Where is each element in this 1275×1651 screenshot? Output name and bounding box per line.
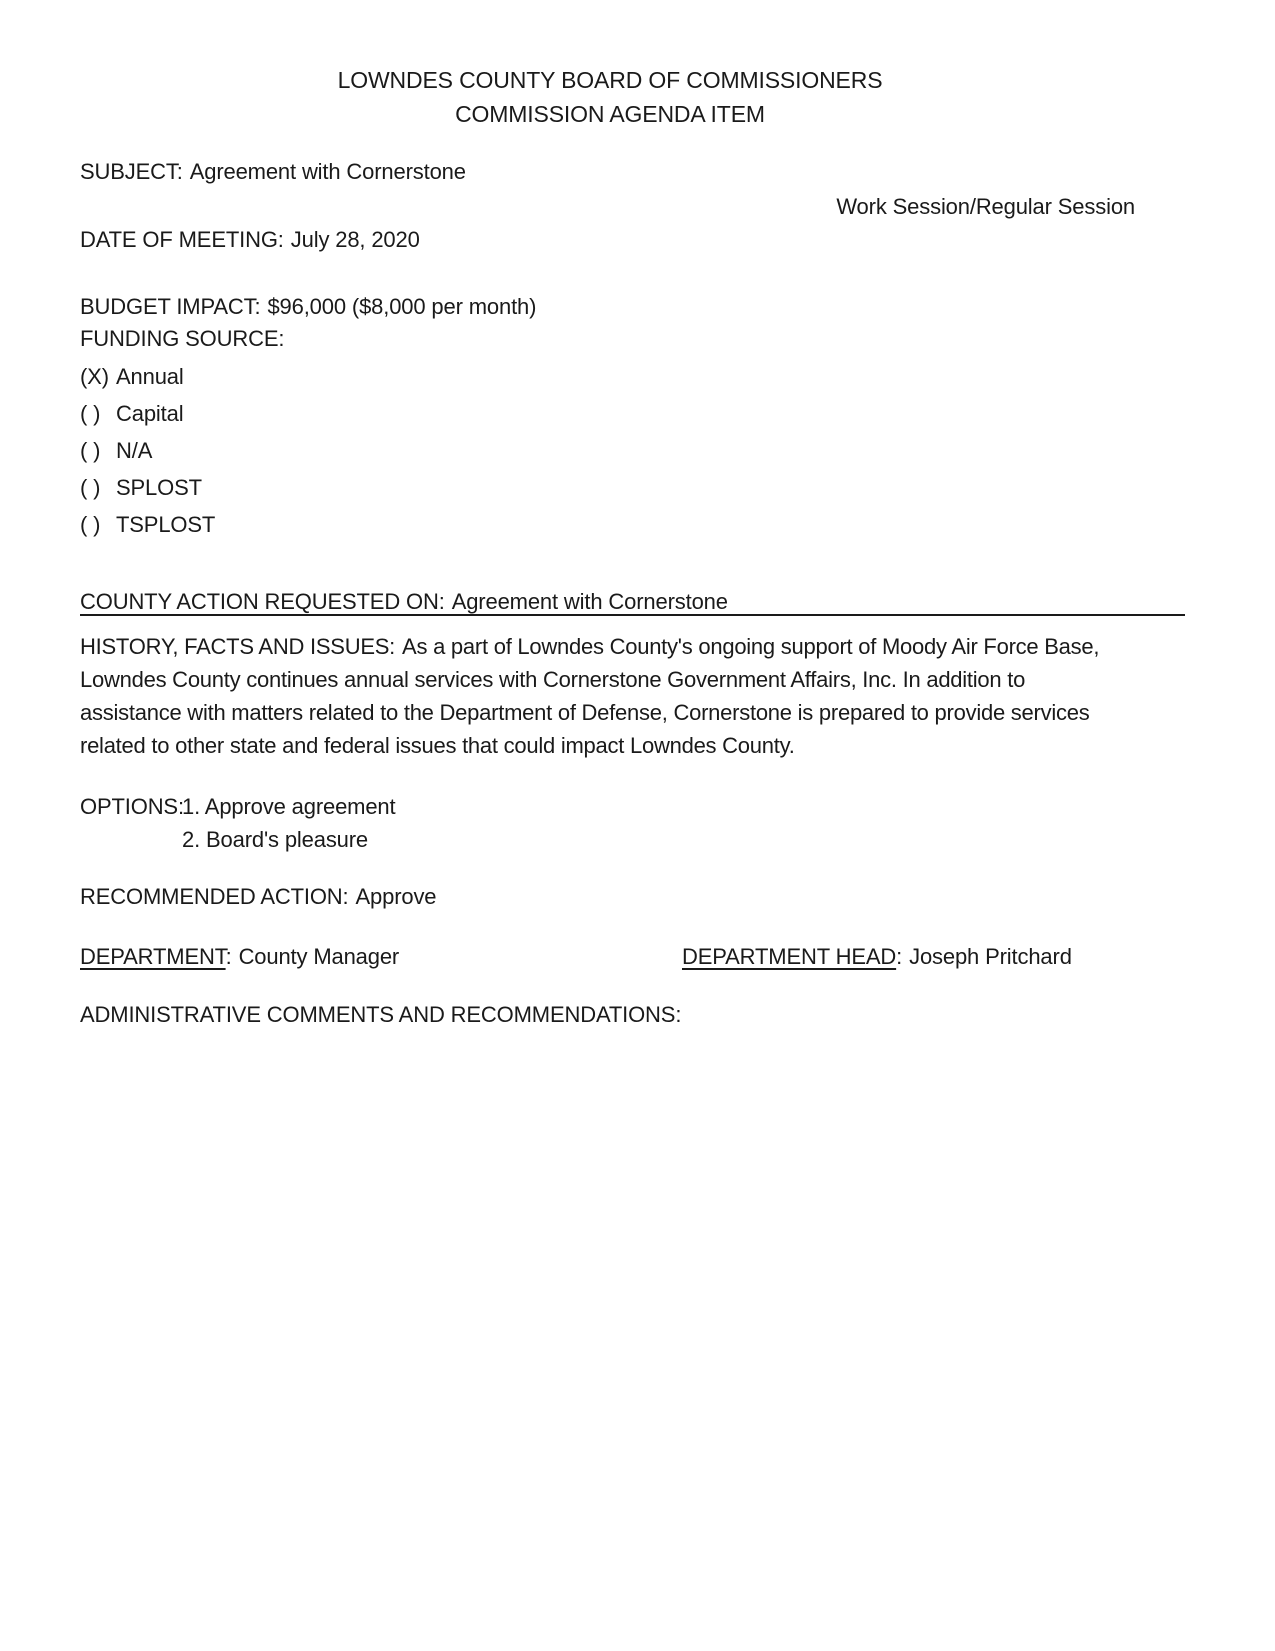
county-action-value: Agreement with Cornerstone	[451, 589, 728, 614]
budget-impact-value: $96,000 ($8,000 per month)	[267, 294, 537, 319]
funding-option-na	[80, 434, 152, 467]
department-label: DEPARTMENT	[80, 944, 226, 969]
session-type: Work Session/Regular Session	[836, 194, 1135, 219]
department-colon: :	[225, 944, 232, 969]
option-item-2: 2. Board's pleasure	[182, 827, 369, 852]
funding-source-label: FUNDING SOURCE:	[80, 326, 285, 351]
section-divider	[80, 614, 1185, 616]
option-item-1: 1. Approve agreement	[182, 794, 396, 819]
funding-option-tsplost	[80, 508, 215, 541]
recommended-action-label: RECOMMENDED ACTION:	[80, 884, 349, 909]
funding-option-label: TSPLOST	[116, 512, 216, 537]
options-label: OPTIONS:	[80, 794, 184, 819]
document-header	[80, 63, 1140, 131]
board-title: LOWNDES COUNTY BOARD OF COMMISSIONERS	[337, 67, 883, 93]
department-line	[80, 940, 399, 973]
subject-value: Agreement with Cornerstone	[189, 159, 466, 184]
department-value: County Manager	[238, 944, 400, 969]
meeting-date-value: July 28, 2020	[290, 227, 420, 252]
county-action-label: COUNTY ACTION REQUESTED ON:	[80, 589, 445, 614]
agenda-item-title: COMMISSION AGENDA ITEM	[455, 101, 765, 127]
funding-option-label: Capital	[116, 401, 184, 426]
history-paragraph	[80, 630, 1200, 762]
funding-option-splost	[80, 471, 202, 504]
history-line: Lowndes County continues annual services with Cornerstone Government Affairs, Inc. In addition to	[80, 667, 1026, 692]
checkbox-mark: ( )	[80, 475, 101, 500]
checkbox-mark-checked: (X)	[80, 364, 109, 389]
department-head-line	[682, 940, 1072, 973]
history-line: assistance with matters related to the Department of Defense, Cornerstone is prepared to provide services	[80, 700, 1090, 725]
department-head-label: DEPARTMENT HEAD	[682, 944, 897, 969]
recommended-action-value: Approve	[355, 884, 437, 909]
funding-option-label: Annual	[116, 364, 184, 389]
budget-impact-label: BUDGET IMPACT:	[80, 294, 261, 319]
admin-comments-label: ADMINISTRATIVE COMMENTS AND RECOMMENDATIONS:	[80, 1002, 682, 1027]
history-line	[80, 630, 1200, 663]
funding-option-label: SPLOST	[116, 475, 202, 500]
checkbox-mark: ( )	[80, 401, 101, 426]
department-head-colon: :	[896, 944, 903, 969]
checkbox-mark: ( )	[80, 438, 101, 463]
funding-option-annual	[80, 360, 184, 393]
subject-line	[80, 155, 466, 188]
funding-option-capital	[80, 397, 183, 430]
history-label: HISTORY, FACTS AND ISSUES:	[80, 634, 396, 659]
budget-impact-line	[80, 290, 536, 323]
meeting-date-line	[80, 223, 420, 256]
history-text: As a part of Lowndes County's ongoing support of Moody Air Force Base,	[402, 634, 1100, 659]
history-line: related to other state and federal issues that could impact Lowndes County.	[80, 733, 795, 758]
checkbox-mark: ( )	[80, 512, 101, 537]
department-head-value: Joseph Pritchard	[909, 944, 1072, 969]
meeting-date-label: DATE OF MEETING:	[80, 227, 284, 252]
recommended-action-line	[80, 880, 436, 913]
subject-label: SUBJECT:	[80, 159, 183, 184]
funding-option-label: N/A	[116, 438, 153, 463]
options-list	[182, 790, 395, 856]
